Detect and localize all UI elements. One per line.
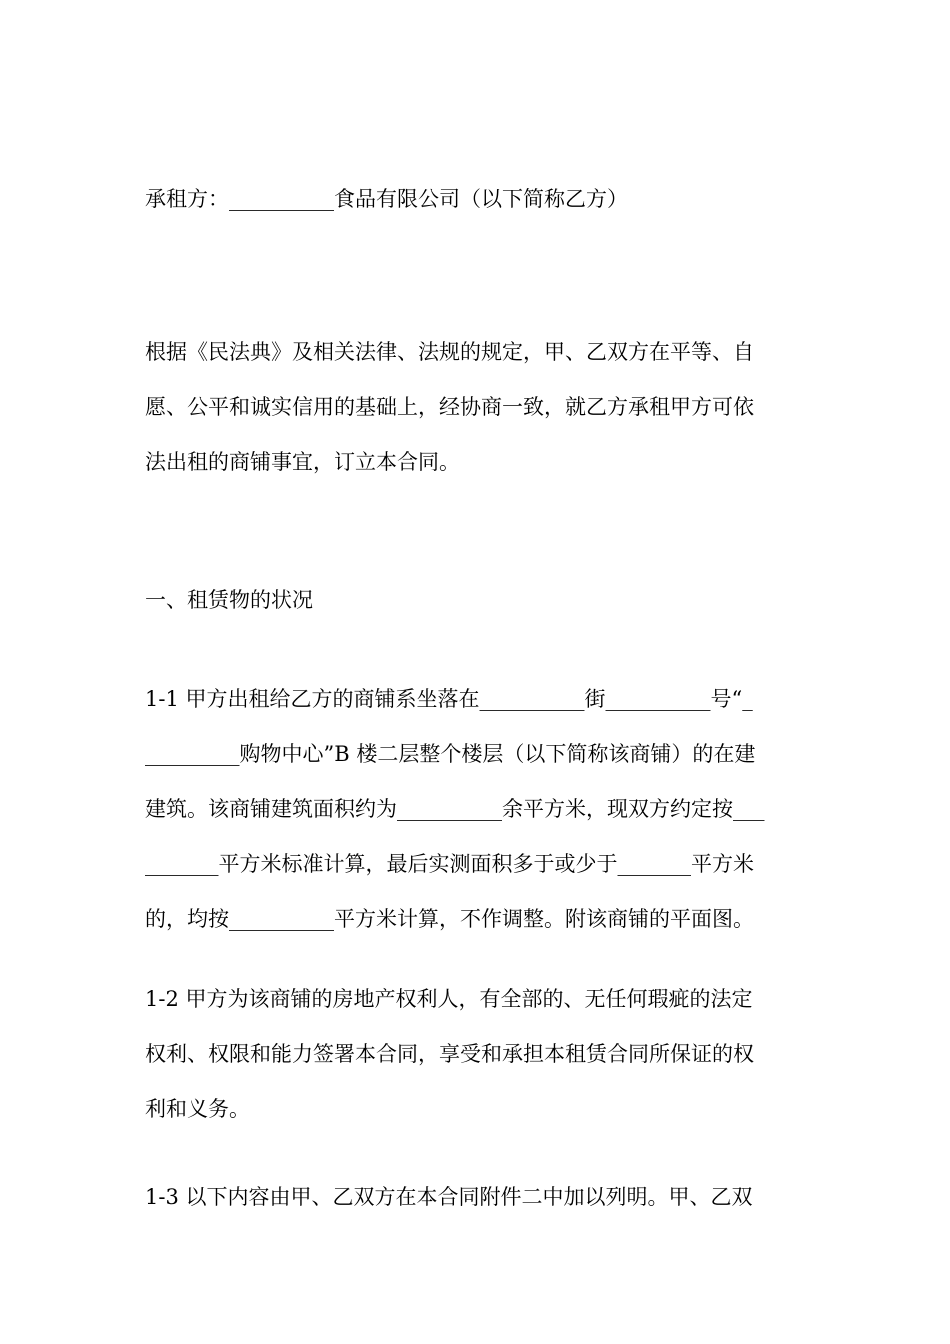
- text-line: 法出租的商铺事宜，订立本合同。: [145, 450, 460, 474]
- text-line: 根据《民法典》及相关法律、法规的规定，甲、乙双方在平等、自: [145, 340, 754, 364]
- text-line: 权利、权限和能力签署本合同，享受和承担本租赁合同所保证的权: [145, 1042, 754, 1066]
- lessee-line: [145, 172, 810, 227]
- section-heading: [145, 573, 810, 628]
- text-line: _______平方米标准计算，最后实测面积多于或少于_______平方米: [145, 852, 754, 876]
- clause-1-2: [145, 972, 810, 1137]
- text-line: 1-1 甲方出租给乙方的商铺系坐落在__________街__________号“_: [145, 687, 753, 711]
- text-line: 愿、公平和诚实信用的基础上，经协商一致，就乙方承租甲方可依: [145, 395, 754, 419]
- text-line: _________购物中心”B 楼二层整个楼层（以下简称该商铺）的在建: [145, 742, 756, 766]
- text-line: 建筑。该商铺建筑面积约为__________余平方米，现双方约定按___: [145, 797, 765, 821]
- text-line: 1-3 以下内容由甲、乙双方在本合同附件二中加以列明。甲、乙双: [145, 1185, 753, 1209]
- text-line: 承租方：__________食品有限公司（以下简称乙方）: [145, 187, 628, 211]
- basis-paragraph: [145, 325, 810, 490]
- text-line: 的，均按__________平方米计算，不作调整。附该商铺的平面图。: [145, 907, 754, 931]
- text-line: 1-2 甲方为该商铺的房地产权利人，有全部的、无任何瑕疵的法定: [145, 987, 753, 1011]
- heading-text: 一、租赁物的状况: [145, 588, 313, 612]
- clause-1-3: [145, 1170, 810, 1225]
- text-line: 利和义务。: [145, 1097, 250, 1121]
- clause-1-1: [145, 672, 810, 947]
